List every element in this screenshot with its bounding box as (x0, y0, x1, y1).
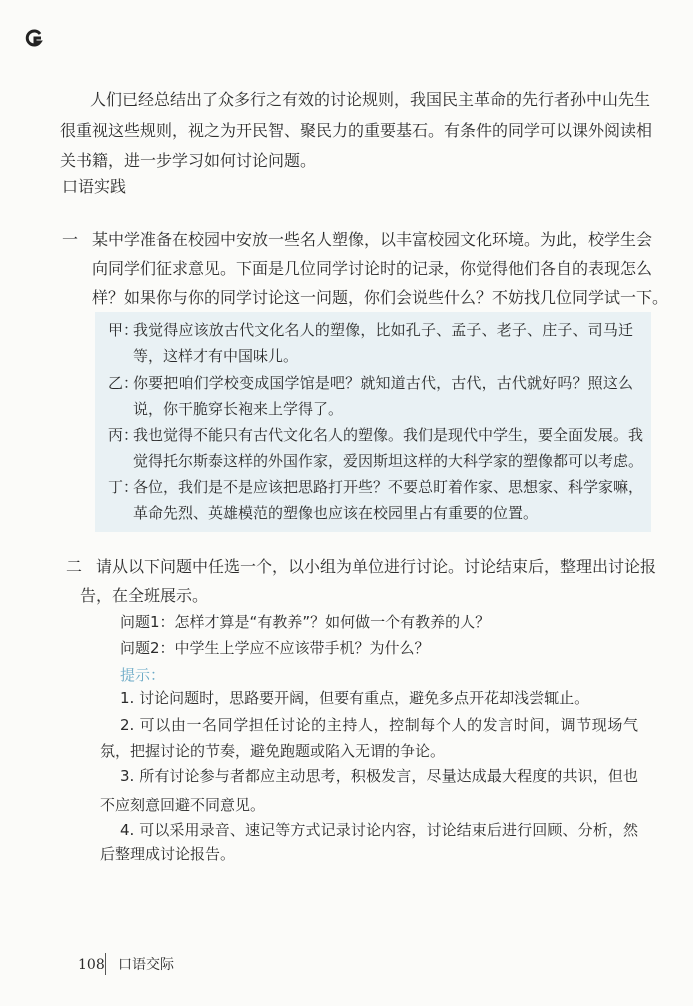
tip-line: 氛，把握讨论的节奏，避免跑题或陷入无谓的争论。 (100, 742, 446, 760)
question: 问题2：中学生上学应不应该带手机？为什么？ (120, 639, 430, 657)
section2-line: 告，在全班展示。 (80, 586, 209, 605)
dialogue-line: 革命先烈、英雄模范的塑像也应该在校园里占有重要的位置。 (133, 504, 539, 522)
page-number: 108 (78, 957, 105, 973)
dialogue-line: 你要把咱们学校变成国学馆是吧？就知道古代，古代，古代就好吗？照这么 (133, 374, 633, 392)
dialogue-box (95, 312, 651, 532)
hint-label: 提示： (120, 666, 166, 684)
dialogue-line: 各位，我们是不是应该把思路打开些？不要总盯着作家、思想家、科学家嘛， (133, 478, 644, 496)
intro-line: 关书籍，进一步学习如何讨论问题。 (60, 151, 317, 170)
speaker-label: 甲： (108, 321, 139, 339)
section-number: 一 (62, 230, 79, 249)
section2-line: 请从以下问题中任选一个，以小组为单位进行讨论。讨论结束后，整理出讨论报 (96, 557, 657, 576)
section1-line: 样？如果你与你的同学讨论这一问题，你们会说些什么？不妨找几位同学试一下。 (92, 288, 669, 307)
speaker-label: 乙： (108, 374, 139, 392)
tip-line: 2. 可以由一名同学担任讨论的主持人，控制每个人的发言时间，调节现场气 (120, 716, 638, 734)
intro-line: 很重视这些规则，视之为开民智、聚民力的重要基石。有条件的同学可以课外阅读相 (60, 121, 653, 140)
tip-line: 4. 可以采用录音、速记等方式记录讨论内容，讨论结束后进行回顾、分析，然 (120, 821, 638, 839)
speaker-label: 丙： (108, 426, 139, 444)
tip-line: 不应刻意回避不同意见。 (100, 796, 266, 814)
footer-divider (105, 953, 106, 975)
speaker-label: 丁： (108, 478, 139, 496)
dialogue-line: 我觉得应该放古代文化名人的塑像，比如孔子、孟子、老子、庄子、司马迁 (133, 321, 633, 339)
tip-line: 1. 讨论问题时，思路要开阔，但要有重点，避免多点开花却浅尝辄止。 (120, 689, 590, 707)
dialogue-line: 等，这样才有中国味儿。 (133, 347, 299, 365)
intro-line: 人们已经总结出了众多行之有效的讨论规则，我国民主革命的先行者孙中山先生 (90, 90, 651, 109)
tip-line: 3. 所有讨论参与者都应主动思考，积极发言，尽量达成最大程度的共识，但也 (120, 767, 638, 785)
book-logo-icon (24, 28, 44, 48)
dialogue-line: 觉得托尔斯泰这样的外国作家，爱因斯坦这样的大科学家的塑像都可以考虑。 (133, 452, 644, 470)
tip-line: 后整理成讨论报告。 (100, 845, 236, 863)
question: 问题1：怎样才算是“有教养”？如何做一个有教养的人？ (120, 613, 491, 631)
section-heading: 口语实践 (62, 177, 127, 196)
section1-line: 某中学准备在校园中安放一些名人塑像，以丰富校园文化环境。为此，校学生会 (92, 230, 653, 249)
dialogue-line: 我也觉得不能只有古代文化名人的塑像。我们是现代中学生，要全面发展。我 (133, 426, 644, 444)
section1-line: 向同学们征求意见。下面是几位同学讨论时的记录，你觉得他们各自的表现怎么 (92, 259, 653, 278)
footer-section: 口语交际 (118, 957, 174, 973)
dialogue-line: 说，你干脆穿长袍来上学得了。 (133, 400, 344, 418)
section-number: 二 (66, 557, 83, 576)
